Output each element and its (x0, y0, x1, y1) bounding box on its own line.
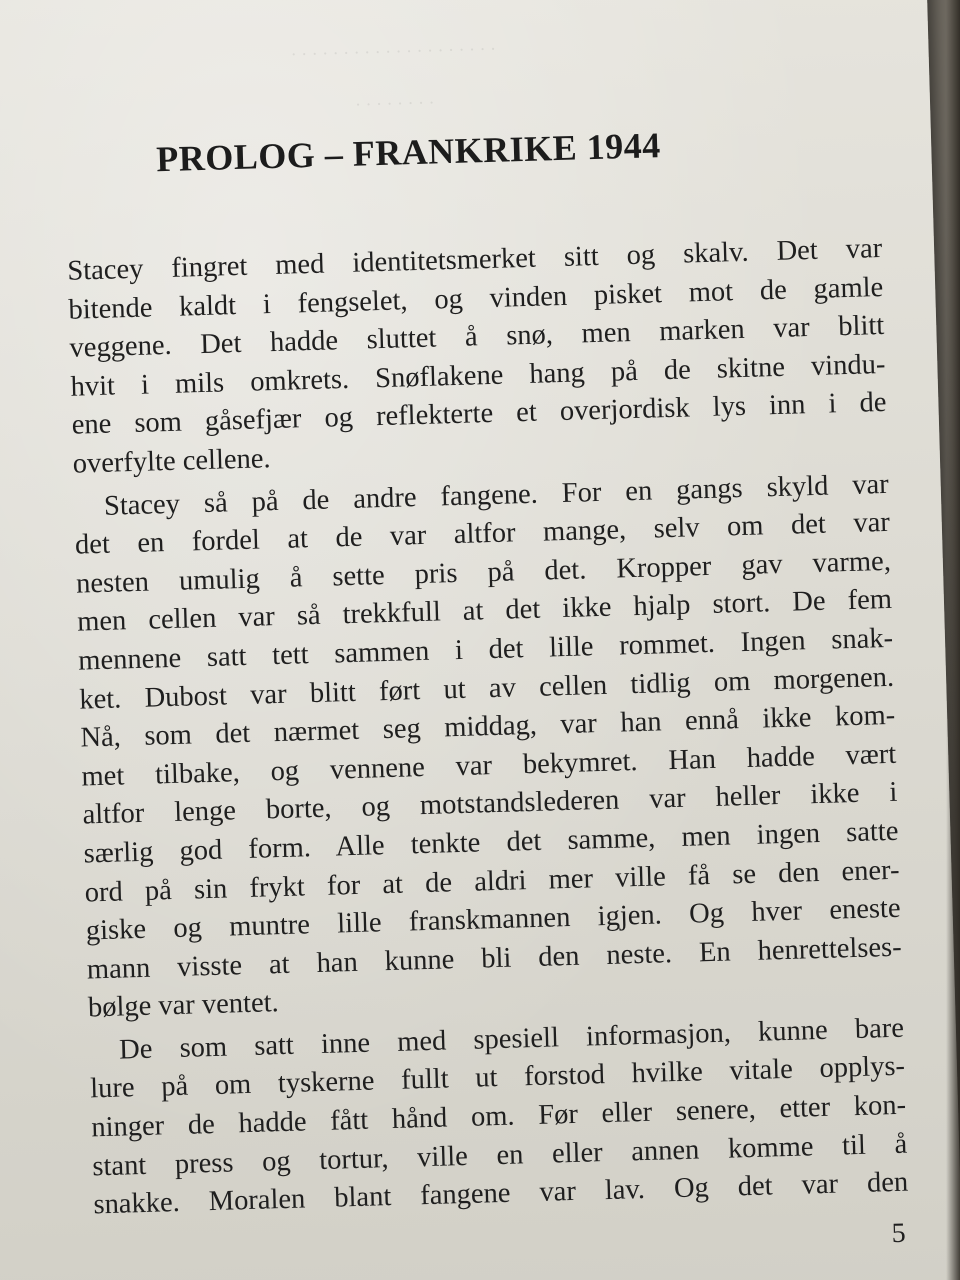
text-line: snakke. Moralen blant fangene var lav. Og det var den (93, 1166, 909, 1221)
text-line: men cellen var så trekkfull at det ikke hjalp stort. De fem (76, 584, 893, 638)
page-number: 5 (891, 1217, 907, 1250)
chapter-title: PROLOG – FRANKRIKE 1944 (155, 125, 662, 180)
text-line: ord på sin frykt for at de aldri mer ville få se den ener- (84, 854, 900, 908)
text-line: De som satt inne med spesiell informasjon, kunne bare (118, 1012, 905, 1066)
text-line: giske og muntre lille franskmannen igjen. Og hver eneste (85, 892, 901, 947)
text-line: Stacey så på de andre fangene. For en gangs skyld var (103, 468, 890, 522)
text-line: hvit i mils omkrets. Snøflakene hang på de skitne vindu- (70, 348, 886, 403)
text-line: mann visste at han kunne bli den neste. En henrettelses- (86, 931, 903, 986)
text-line: overfylte cellene. (72, 443, 271, 480)
text-line: nesten umulig å sette pris på det. Kropper gav varme, (75, 545, 892, 600)
text-line: ene som gåsefjær og reflekterte et overjordisk lys inn i de (71, 387, 887, 442)
text-line: veggene. Det hadde sluttet å snø, men marken var blitt (69, 310, 885, 364)
paragraph (73, 465, 903, 1028)
text-line: det en fordel at de var altfor mange, selv om det var (74, 507, 891, 561)
text-line: altfor lenge borte, og motstandslederen var heller ikke i (82, 777, 898, 831)
text-line: Stacey fingret med identitetsmerket sitt og skalv. Det var (66, 232, 883, 287)
paragraph (67, 230, 888, 484)
show-through-text: · · · · · · · · · · · · · · · · · · · · (290, 38, 497, 65)
text-line: stant press og tortur, ville en eller annen komme til å (91, 1128, 908, 1183)
text-line: særlig god form. Alle tenkte det samme, men ingen satte (83, 815, 899, 870)
show-through-text: · · · · · · · · (354, 92, 435, 115)
text-line: lure på om tyskerne fullt ut forstod hvilke vitale opplys- (89, 1051, 906, 1105)
text-line: met tilbake, og vennene var bekymret. Han hadde vært (81, 738, 897, 793)
page-edge-shadow (946, 0, 960, 1280)
text-line: ket. Dubost var blitt ført ut av cellen tidlig om morgenen. (78, 661, 895, 716)
body-text (67, 230, 909, 1225)
paragraph (89, 1010, 909, 1226)
text-line: bølge var ventet. (87, 987, 280, 1024)
text-line: Nå, som det nærmet seg middag, var han ennå ikke kom- (80, 699, 896, 754)
text-line: bitende kaldt i fengselet, og vinden pisket mot de gamle (68, 271, 884, 326)
text-line: mennene satt tett sammen i det lille rommet. Ingen snak- (77, 622, 894, 677)
text-line: ninger de hadde fått hånd om. Før eller senere, etter kon- (90, 1089, 907, 1144)
